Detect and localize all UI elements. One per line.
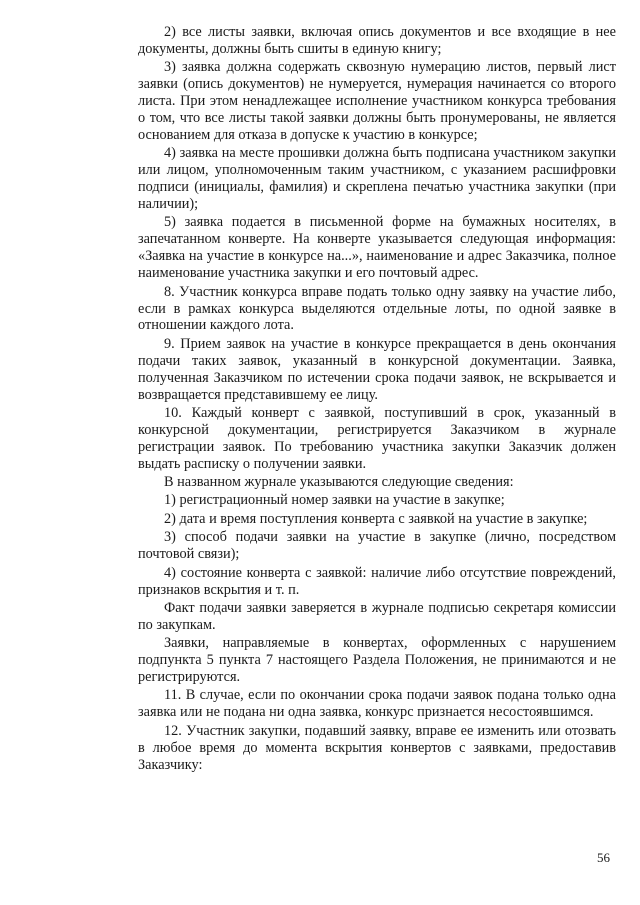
page-number: 56 <box>597 850 610 865</box>
paragraph-journal-item-4: 4) состояние конверта с заявкой: наличие либо отсутствие повреждений, признаков вскрытия и т. п. <box>138 564 616 598</box>
paragraph-9-bid-acceptance: 9. Прием заявок на участие в конкурсе прекращается в день окончания подачи таких заявок, указанный в конкурсной документации. Заявка, полученная Заказчиком по истечении срока подачи заявок, не вскрывается и возвращается представившему ее лицу. <box>138 335 616 403</box>
paragraph-journal-item-1: 1) регистрационный номер заявки на участие в закупке; <box>164 492 505 509</box>
document-body <box>138 24 616 773</box>
paragraph-3-numbering: 3) заявка должна содержать сквозную нумерацию листов, первый лист заявки (опись документов) не нумеруется, нумерация начинается со второго листа. При этом ненадлежащее исполнение участником конкурса требования о том, что все листы такой заявки должны быть пронумерованы, не является основанием для отказа в допуске к участию в конкурсе; <box>138 59 616 143</box>
paragraph-5-envelope: 5) заявка подается в письменной форме на бумажных носителях, в запечатанном конверте. На конверте указывается следующая информация: «Заявка на участие в конкурсе на...», наименование и адрес Заказчика, полное наименование участника закупки и его почтовый адрес. <box>138 214 616 282</box>
paragraph-8-single-bid: 8. Участник конкурса вправе подать только одну заявку на участие либо, если в рамках конкурса выделяются отдельные лоты, по одной заявке в отношении каждого лота. <box>138 283 616 334</box>
paragraph-journal-intro: В названном журнале указываются следующие сведения: <box>164 474 514 491</box>
paragraph-4-signature: 4) заявка на месте прошивки должна быть подписана участником закупки или лицом, уполномоченным таким участником, с указанием расшифровки подписи (инициалы, фамилия) и скреплена печатью участника закупки (при наличии); <box>138 145 616 213</box>
paragraph-2-sewn: 2) все листы заявки, включая опись документов и все входящие в нее документы, должны быть сшиты в единую книгу; <box>138 24 616 57</box>
paragraph-10-registration: 10. Каждый конверт с заявкой, поступивший в срок, указанный в конкурсной документации, регистрируется Заказчиком в журнале регистрации заявок. По требованию участника закупки Заказчик должен выдать расписку о получении заявки. <box>138 404 616 472</box>
paragraph-12-change-withdraw: 12. Участник закупки, подавший заявку, вправе ее изменить или отозвать в любое время до момента вскрытия конвертов с заявками, предоставив Заказчику: <box>138 722 616 773</box>
paragraph-journal-item-3: 3) способ подачи заявки на участие в закупке (лично, посредством почтовой связи); <box>138 529 616 563</box>
paragraph-rejected-envelopes: Заявки, направляемые в конвертах, оформленных с нарушением подпункта 5 пункта 7 настоящего Раздела Положения, не принимаются и не регистрируются. <box>138 635 616 686</box>
paragraph-submission-fact: Факт подачи заявки заверяется в журнале подписью секретаря комиссии по закупкам. <box>138 599 616 633</box>
paragraph-11-failed-tender: 11. В случае, если по окончании срока подачи заявок подана только одна заявка или не подана ни одна заявка, конкурс признается несостоявшимся. <box>138 687 616 721</box>
paragraph-journal-item-2: 2) дата и время поступления конверта с заявкой на участие в закупке; <box>164 510 588 527</box>
